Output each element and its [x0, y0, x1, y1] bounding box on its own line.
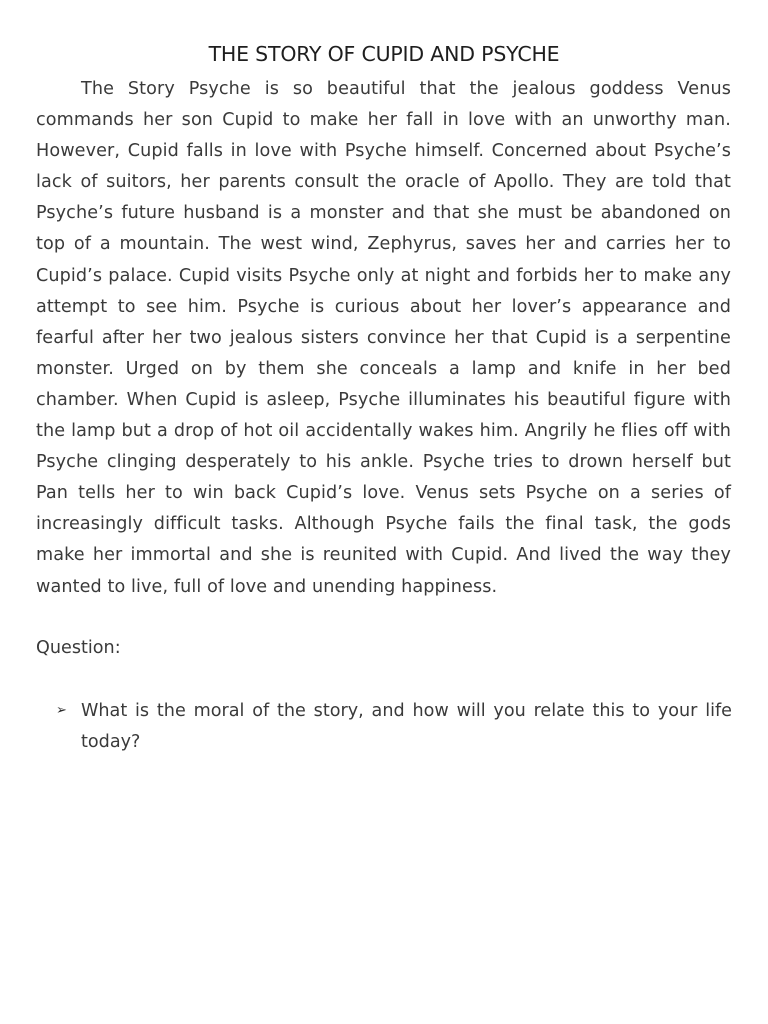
document-title: THE STORY OF CUPID AND PSYCHE: [208, 42, 560, 66]
story-paragraph: The Story Psyche is so beautiful that the jealous goddess Venus commands her son Cupid to make her fall in love with an unworthy man. However, Cupid falls in love with Psyche himself. Concerned about Psyche’s lack of suitors, her parents consult the oracle of Apollo. They are told that Psyche’s future husband is a monster and that she must be abandoned on top of a mountain. The west wind, Zephyrus, saves her and carries her to Cupid’s palace. Cupid visits Psyche only at night and forbids her to make any attempt to see him. Psyche is curious about her lover’s appearance and fearful after her two jealous sisters convince her that Cupid is a serpentine monster. Urged on by them she conceals a lamp and knife in her bed chamber. When Cupid is asleep, Psyche illuminates his beautiful figure with the lamp but a drop of hot oil accidentally wakes him. Angrily he flies off with Psyche clinging desperately to his ankle. Psyche tries to drown herself but Pan tells her to win back Cupid’s love. Venus sets Psyche on a series of increasingly difficult tasks. Although Psyche fails the final task, the gods make her immortal and she is reunited with Cupid. And lived the way they wanted to live, full of love and unending happiness.: [36, 79, 731, 597]
question-list: [36, 696, 732, 758]
question-text: What is the moral of the story, and how will you relate this to your life today?: [81, 701, 732, 753]
question-item: [36, 696, 732, 758]
arrow-bullet-icon: ➢: [56, 703, 67, 718]
question-label: Question:: [36, 638, 121, 658]
